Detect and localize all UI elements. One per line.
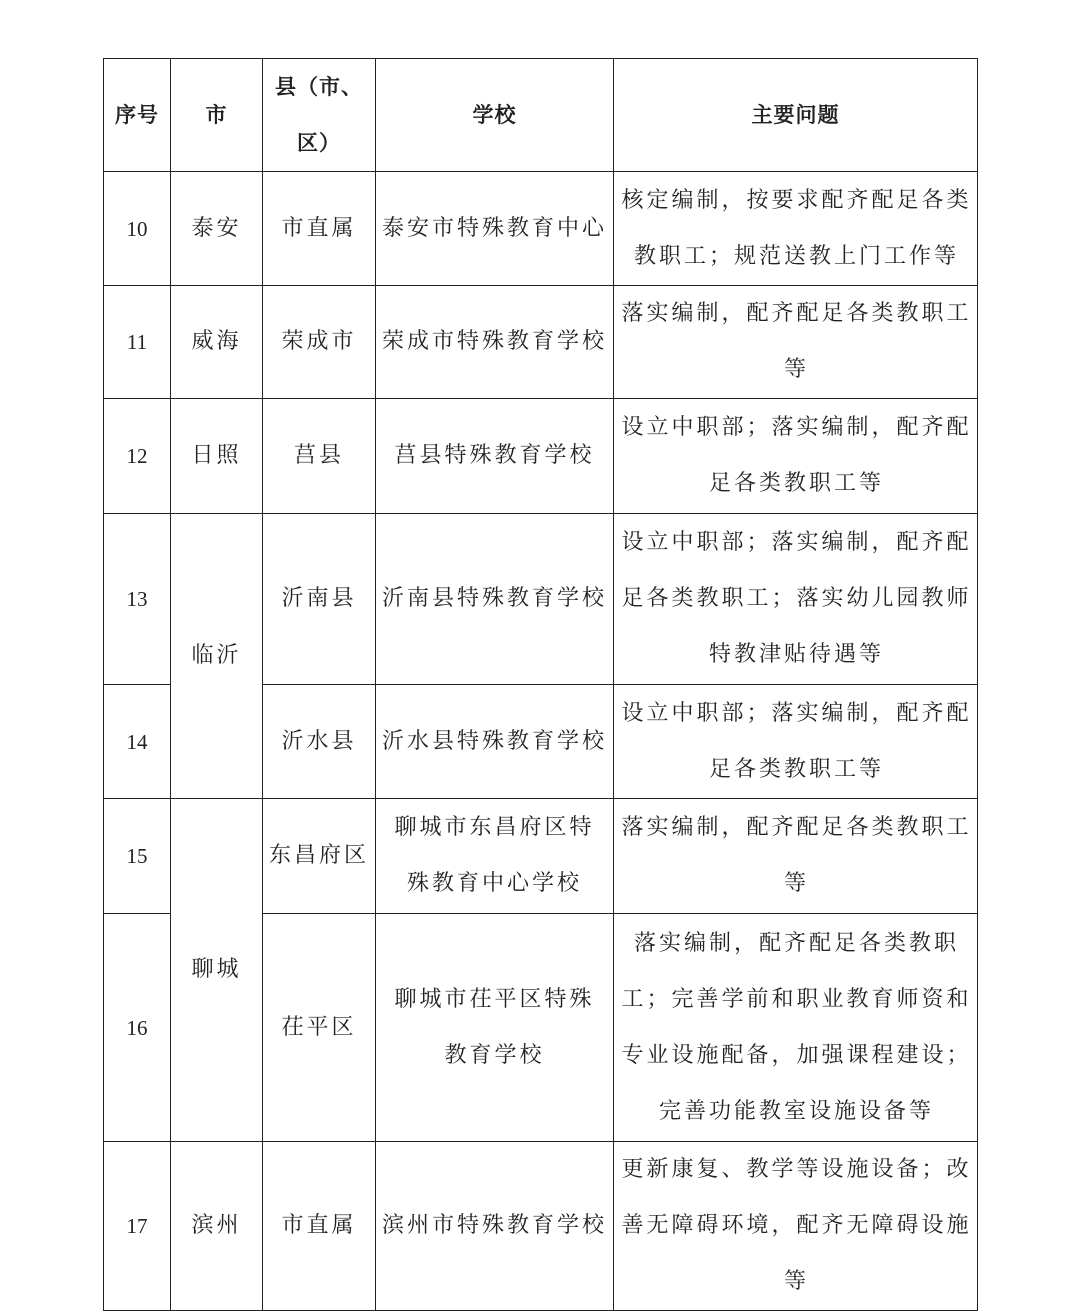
cell-school: 聊城市东昌府区特殊教育中心学校 [376, 799, 614, 914]
cell-serial: 12 [104, 399, 171, 514]
table-row [104, 799, 978, 914]
cell-school: 泰安市特殊教育中心 [376, 172, 614, 286]
cell-serial: 17 [104, 1142, 171, 1311]
cell-county: 市直属 [263, 172, 376, 286]
header-city: 市 [171, 59, 263, 172]
cell-county: 莒县 [263, 399, 376, 514]
cell-city: 临沂 [171, 514, 263, 799]
table-row [104, 1142, 978, 1311]
cell-city: 滨州 [171, 1142, 263, 1311]
cell-issue: 设立中职部；落实编制，配齐配足各类教职工；落实幼儿园教师特教津贴待遇等 [614, 514, 978, 685]
cell-city: 威海 [171, 286, 263, 399]
cell-school: 沂南县特殊教育学校 [376, 514, 614, 685]
cell-issue: 落实编制，配齐配足各类教职工等 [614, 286, 978, 399]
cell-issue: 落实编制，配齐配足各类教职工；完善学前和职业教育师资和专业设施配备，加强课程建设；完善功能教室设施设备等 [614, 914, 978, 1142]
cell-issue: 更新康复、教学等设施设备；改善无障碍环境，配齐无障碍设施等 [614, 1142, 978, 1311]
cell-serial: 10 [104, 172, 171, 286]
cell-serial: 14 [104, 685, 171, 799]
table-row [104, 172, 978, 286]
cell-issue: 核定编制，按要求配齐配足各类教职工；规范送教上门工作等 [614, 172, 978, 286]
cell-issue: 设立中职部；落实编制，配齐配足各类教职工等 [614, 685, 978, 799]
cell-serial: 16 [104, 914, 171, 1142]
cell-county: 沂南县 [263, 514, 376, 685]
cell-county: 市直属 [263, 1142, 376, 1311]
cell-issue: 设立中职部；落实编制，配齐配足各类教职工等 [614, 399, 978, 514]
cell-issue: 落实编制，配齐配足各类教职工等 [614, 799, 978, 914]
cell-serial: 13 [104, 514, 171, 685]
header-main-issue: 主要问题 [614, 59, 978, 172]
cell-county: 荣成市 [263, 286, 376, 399]
cell-city: 聊城 [171, 799, 263, 1142]
header-row [104, 59, 978, 172]
cell-school: 沂水县特殊教育学校 [376, 685, 614, 799]
header-county: 县（市、区） [263, 59, 376, 172]
cell-school: 滨州市特殊教育学校 [376, 1142, 614, 1311]
cell-serial: 11 [104, 286, 171, 399]
cell-school: 荣成市特殊教育学校 [376, 286, 614, 399]
header-school: 学校 [376, 59, 614, 172]
table-row [104, 514, 978, 685]
cell-city: 日照 [171, 399, 263, 514]
cell-county: 沂水县 [263, 685, 376, 799]
table-row [104, 286, 978, 399]
cell-city: 泰安 [171, 172, 263, 286]
header-serial: 序号 [104, 59, 171, 172]
table-row [104, 399, 978, 514]
cell-county: 茌平区 [263, 914, 376, 1142]
cell-school: 聊城市茌平区特殊教育学校 [376, 914, 614, 1142]
cell-serial: 15 [104, 799, 171, 914]
school-issues-table [103, 58, 978, 1311]
cell-school: 莒县特殊教育学校 [376, 399, 614, 514]
cell-county: 东昌府区 [263, 799, 376, 914]
